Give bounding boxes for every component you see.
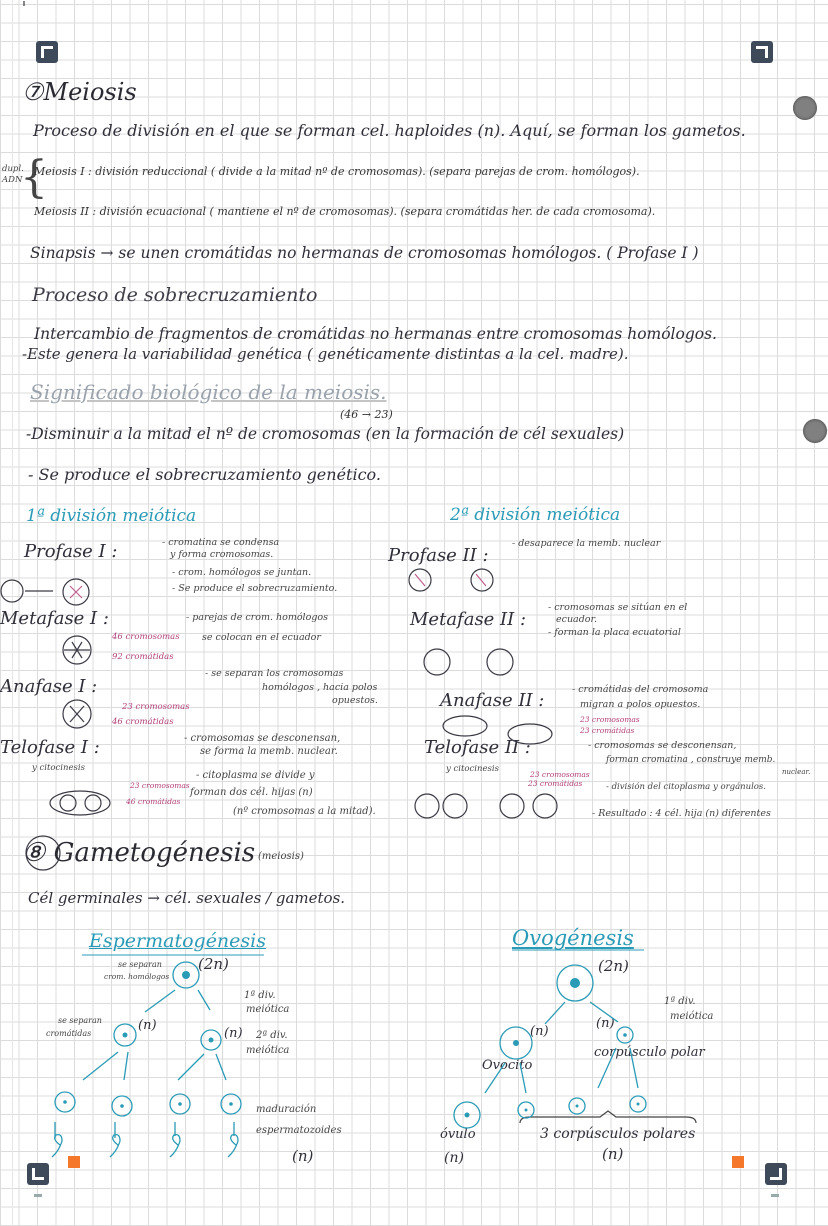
profase-1-note-3: - crom. homólogos se juntan. — [172, 567, 312, 578]
ovulo-label: óvulo — [440, 1127, 476, 1142]
telofase-2-cell-b — [443, 794, 467, 818]
meiosis-1-text: Meiosis I : división reduccional ( divide a la mitad nº de cromosomas). (separa parejas de crom. homólogos). — [34, 165, 640, 178]
metafase-1-chromosome-count: 46 cromosomas — [112, 632, 180, 642]
ovo-2n-label: (2n) — [598, 957, 629, 975]
ovo-n-right: (n) — [596, 1016, 615, 1031]
metafase-2-note-3: - forman la placa ecuatorial — [548, 627, 681, 638]
anafase-1-label: Anafase I : — [0, 676, 98, 697]
significado-heading: Significado biológico de la meiosis. — [30, 380, 387, 404]
section-title-gametogenesis: ⑧ Gametogénesis — [22, 838, 256, 868]
ovulo-n-label: (n) — [444, 1150, 464, 1166]
cuerpos-polares-label: 3 corpúsculos polares — [540, 1126, 696, 1142]
telofase-2-cell-a — [415, 794, 439, 818]
telofase-2-sub: y citocinesis — [446, 764, 499, 774]
esperm-final-n: (n) — [292, 1147, 314, 1165]
chromosome-reduction-note: (46 → 23) — [340, 408, 393, 421]
telofase-2-note-1: - cromosomas se desconensan, — [588, 740, 737, 751]
anafase-1-note-1: - se separan los cromosomas — [205, 668, 344, 679]
second-division-title: 2ª división meiótica — [450, 505, 621, 525]
profase-1-cell-icon — [1, 580, 23, 602]
espermatozoide-3 — [170, 1135, 180, 1157]
profase-1-note-2: y forma cromosomas. — [170, 549, 274, 560]
cuerpos-polares-n-label: (n) — [602, 1145, 624, 1163]
gametogenesis-description: Cél germinales → cél. sexuales / gametos. — [28, 889, 346, 907]
profase-2-note-1: - desaparece la memb. nuclear — [512, 538, 661, 549]
ovo-n-left: (n) — [530, 1024, 549, 1039]
telofase-1-chromosome-count: 23 cromosomas — [130, 781, 190, 790]
profase-2-label: Profase II : — [388, 545, 489, 566]
ovogenesis-title: Ovogénesis — [512, 926, 634, 950]
telofase-2-chromatid-count: 23 cromátidas — [528, 779, 583, 788]
telofase-1-note-4: forman dos cél. hijas (n) — [190, 787, 313, 798]
ovo-div1-label-2: meiótica — [670, 1011, 714, 1022]
esperm-div2-label-1: 2ª div. — [256, 1030, 288, 1041]
profase-2-cell-b — [471, 569, 493, 591]
ovocito-label: Ovocito — [482, 1058, 533, 1073]
maduracion-label-2: espermatozoides — [256, 1125, 342, 1136]
profase-1-label: Profase I : — [24, 541, 118, 562]
telofase-1-chromatid-count: 46 cromátidas — [126, 797, 181, 806]
anafase-2-note-2: migran a polos opuestos. — [580, 699, 701, 710]
espermatogenesis-title: Espermatogénesis — [89, 930, 266, 952]
esperm-note-homologos-1: se separan — [118, 960, 162, 969]
esperm-note-cromatidas-1: se separan — [58, 1016, 102, 1025]
metafase-2-note-2: ecuador. — [556, 614, 598, 625]
brace-meiosis: { — [20, 152, 48, 203]
corpusculo-polar-label: corpúsculo polar — [594, 1045, 705, 1060]
esperm-n-left: (n) — [138, 1018, 157, 1033]
esperm-div2-label-2: meiótica — [246, 1045, 290, 1056]
first-division-title: 1ª división meiótica — [26, 506, 197, 526]
telofase-1-note-5: (nº cromosomas a la mitad). — [233, 806, 376, 817]
anafase-2-chromatid-count: 23 cromátidas — [580, 726, 635, 735]
anafase-1-note-3: opuestos. — [332, 695, 378, 706]
telofase-2-note-4: - división del citoplasma y orgánulos. — [606, 782, 766, 792]
telofase-2-note-2: forman cromatina , construye memb. — [606, 755, 776, 765]
esperm-div1-label-1: 1ª div. — [244, 990, 276, 1001]
profase-1-note-4: - Se produce el sobrecruzamiento. — [172, 583, 338, 594]
sinapsis-text: Sinapsis → se unen cromátidas no hermanas de cromosomas homólogos. ( Profase I ) — [30, 244, 699, 262]
metafase-2-cell-a — [424, 649, 450, 675]
telofase-2-cell-d — [533, 794, 557, 818]
metafase-1-label: Metafase I : — [0, 608, 109, 629]
sobrecruzamiento-line-1: Intercambio de fragmentos de cromátidas no hermanas entre cromosomas homólogos. — [34, 325, 717, 343]
telofase-1-note-1: - cromosomas se desconensan, — [184, 733, 341, 744]
sobrecruzamiento-line-2: -Este genera la variabilidad genética ( genéticamente distintas a la cel. madre). — [22, 345, 629, 363]
metafase-2-cell-b — [487, 649, 513, 675]
significado-line-2: - Se produce el sobrecruzamiento genético. — [28, 465, 381, 484]
telofase-2-result: - Resultado : 4 cél. hija (n) diferentes — [592, 808, 771, 819]
anafase-1-chromosome-count: 23 cromosomas — [122, 702, 190, 712]
metafase-1-note-2: se colocan en el ecuador — [202, 632, 321, 643]
esperm-n-right: (n) — [224, 1026, 243, 1041]
metafase-1-note-1: - parejas de crom. homólogos — [186, 612, 328, 623]
anafase-2-label: Anafase II : — [440, 690, 545, 711]
section-title-meiosis: ⑦Meiosis — [22, 78, 137, 106]
sobrecruzamiento-heading: Proceso de sobrecruzamiento — [32, 284, 318, 306]
espermatozoide-1 — [52, 1135, 62, 1157]
telofase-1-label: Telofase I : — [0, 737, 100, 758]
esperm-2n-label: (2n) — [198, 955, 229, 973]
anafase-2-cell-b — [508, 724, 552, 744]
dupl-adn-note: dupl. ADN — [2, 164, 24, 185]
meiosis-2-text: Meiosis II : división ecuacional ( mantiene el nº de cromosomas). (separa cromátidas her. de cada cromosoma). — [34, 205, 656, 218]
telofase-2-label: Telofase II : — [424, 737, 531, 758]
anafase-2-cell-a — [443, 716, 487, 736]
telofase-1-sub: y citocinesis — [32, 763, 85, 773]
telofase-1-note-2: se forma la memb. nuclear. — [200, 746, 338, 757]
ovo-div1-label-1: 1ª div. — [664, 996, 696, 1007]
metafase-2-label: Metafase II : — [410, 609, 527, 630]
maduracion-label-1: maduración — [256, 1104, 317, 1115]
anafase-1-note-2: homólogos , hacia polos — [262, 682, 378, 693]
anafase-1-chromatid-count: 46 cromátidas — [112, 717, 174, 727]
metafase-1-chromatid-count: 92 cromátidas — [112, 652, 174, 662]
gametogenesis-subtitle: (meiosis) — [258, 851, 304, 862]
profase-1-note-1: - cromatina se condensa — [162, 537, 280, 548]
meiosis-definition: Proceso de división en el que se forman cel. haploides (n). Aquí, se forman los gametos. — [33, 121, 746, 140]
esperm-note-cromatidas-2: cromátidas — [46, 1029, 92, 1038]
telofase-2-note-3: nuclear. — [782, 768, 811, 776]
esperm-div1-label-2: meiótica — [246, 1004, 290, 1015]
telofase-2-cell-c — [500, 794, 524, 818]
metafase-2-note-1: - cromosomas se sitúan en el — [548, 602, 688, 613]
telofase-2-chromosome-count: 23 cromosomas — [530, 770, 590, 779]
anafase-2-note-1: - cromátidas del cromosoma — [572, 684, 709, 695]
anafase-2-chromosome-count: 23 cromosomas — [580, 715, 640, 724]
significado-line-1: -Disminuir a la mitad el nº de cromosomas (en la formación de cél sexuales) — [26, 425, 625, 443]
espermatozoide-4 — [228, 1135, 238, 1157]
esperm-note-homologos-2: crom. homólogos — [104, 972, 170, 981]
telofase-1-note-3: - citoplasma se divide y — [196, 770, 315, 781]
